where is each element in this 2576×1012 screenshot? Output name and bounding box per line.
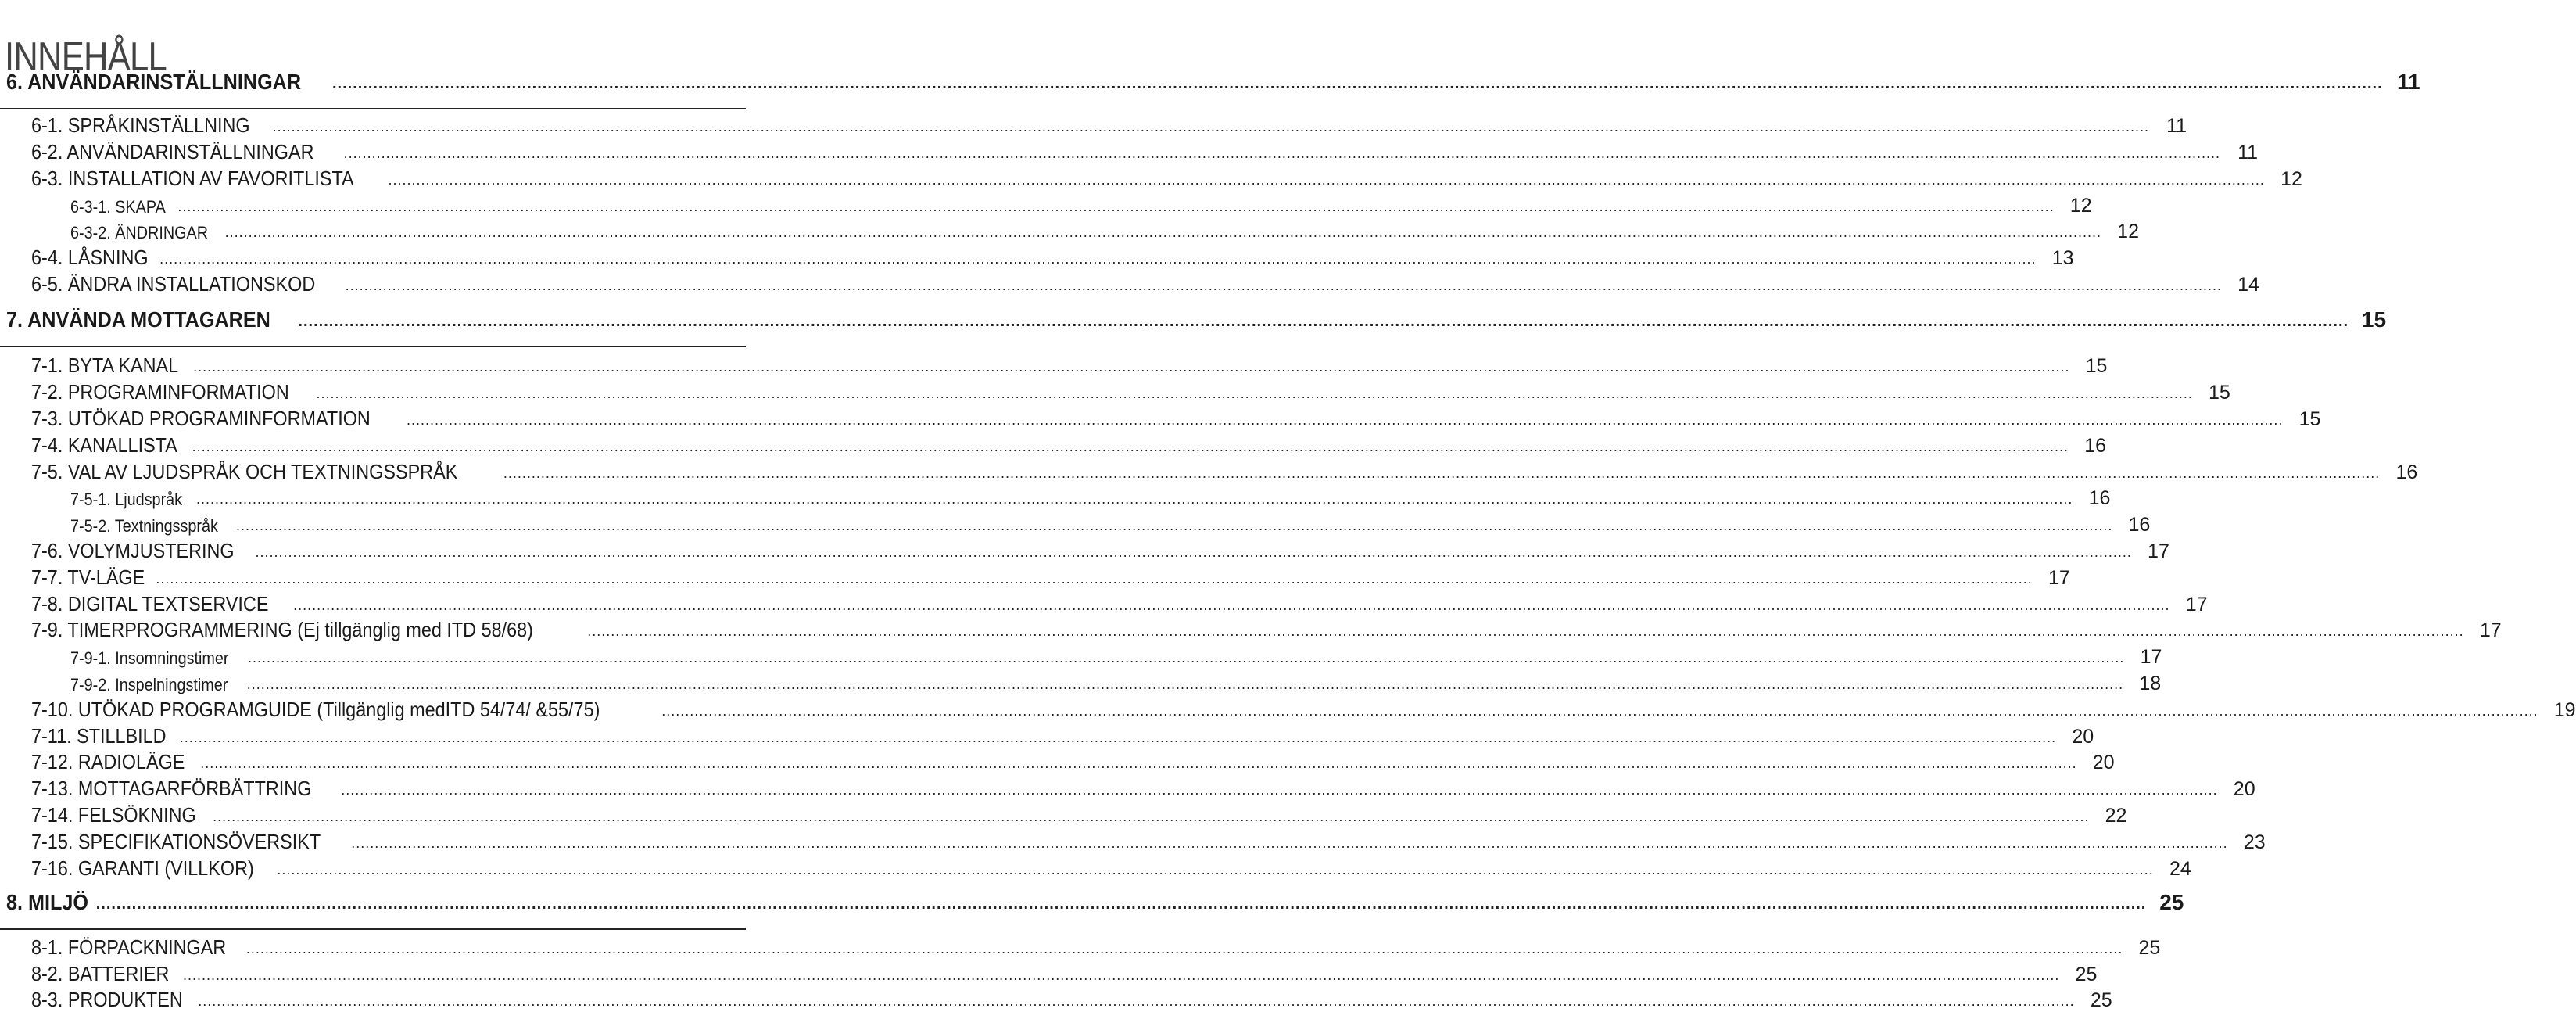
toc-leader-dots: ................................................................................................................................................................................................................................................................................................................................................................................................................ <box>503 465 2381 481</box>
toc-leader-dots: ................................................................................................................................................................................................................................................................................................................................................................................................................ <box>159 251 2037 267</box>
toc-page-number: 25 <box>2159 890 2184 914</box>
toc-entry[interactable] <box>31 802 2127 827</box>
toc-entry[interactable] <box>31 935 2161 960</box>
toc-entry[interactable] <box>70 644 2162 669</box>
toc-entry-label: 6-4. LÅSNING <box>31 246 149 269</box>
chapter-divider <box>0 346 746 347</box>
toc-entry-label: 7-11. STILLBILD <box>31 724 167 748</box>
toc-entry-label: 6-5. ÄNDRA INSTALLATIONSKOD <box>31 272 316 296</box>
toc-chapter-entry[interactable] <box>6 884 2184 915</box>
toc-leader-dots: ................................................................................................................................................................................................................................................................................................................................................................................................................ <box>193 359 2070 375</box>
toc-entry-label: 8-2. BATTERIER <box>31 962 170 985</box>
toc-leader-dots: ................................................................................................................................................................................................................................................................................................................................................................................................................ <box>388 172 2265 188</box>
toc-page-number: 14 <box>2237 274 2259 296</box>
chapter-divider <box>0 108 746 109</box>
toc-page-number: 16 <box>2128 514 2151 536</box>
toc-page-number: 17 <box>2048 567 2070 589</box>
toc-entry[interactable] <box>31 166 2302 191</box>
toc-entry-label: 7-4. KANALLISTA <box>31 433 177 457</box>
toc-page-number: 24 <box>2169 858 2191 880</box>
toc-entry-label: 7-5. VAL AV LJUDSPRÅK OCH TEXTNINGSSPRÅK <box>31 460 458 483</box>
toc-leader-dots: ................................................................................................................................................................................................................................................................................................................................................................................................................ <box>235 518 2113 533</box>
toc-page-number: 12 <box>2280 168 2302 190</box>
toc-leader-dots: ................................................................................................................................................................................................................................................................................................................................................................................................................ <box>277 862 2154 877</box>
toc-leader-dots: ................................................................................................................................................................................................................................................................................................................................................................................................................ <box>156 571 2033 587</box>
toc-entry[interactable] <box>70 670 2162 695</box>
toc-entry-label: 7-6. VOLYMJUSTERING <box>31 539 235 562</box>
toc-leader-dots: ................................................................................................................................................................................................................................................................................................................................................................................................................ <box>661 703 2538 719</box>
toc-entry-label: 7-2. PROGRAMINFORMATION <box>31 380 289 404</box>
toc-entry-label: 7. ANVÄNDA MOTTAGAREN <box>6 307 270 332</box>
toc-page-number: 22 <box>2105 805 2127 827</box>
toc-page-number: 11 <box>2237 142 2259 163</box>
toc-entry-label: 7-9. TIMERPROGRAMMERING (Ej tillgänglig med ITD 58/68) <box>31 618 533 641</box>
toc-page-number: 20 <box>2072 726 2094 748</box>
toc-page-number: 17 <box>2185 594 2208 615</box>
toc-leader-dots: ................................................................................................................................................................................................................................................................................................................................................................................................................ <box>343 145 2221 161</box>
toc-entry-label: 7-15. SPECIFIKATIONSÖVERSIKT <box>31 830 321 853</box>
toc-entry[interactable] <box>31 749 2115 774</box>
toc-entry-label: 6-3-2. ÄNDRINGAR <box>70 223 209 242</box>
toc-page-number: 19 <box>2553 699 2576 721</box>
toc-entry[interactable] <box>31 856 2191 881</box>
toc-entry-label: 7-7. TV-LÄGE <box>31 565 145 589</box>
toc-leader-dots: ................................................................................................................................................................................................................................................................................................................................................................................................................ <box>298 313 2349 330</box>
toc-leader-dots: ................................................................................................................................................................................................................................................................................................................................................................................................................ <box>255 544 2132 560</box>
toc-entry[interactable] <box>31 406 2321 431</box>
toc-page-number: 11 <box>2166 115 2187 137</box>
toc-leader-dots: ................................................................................................................................................................................................................................................................................................................................................................................................................ <box>95 895 2147 913</box>
toc-leader-dots: ................................................................................................................................................................................................................................................................................................................................................................................................................ <box>246 676 2124 692</box>
toc-page-number: 12 <box>2117 221 2139 242</box>
toc-entry[interactable] <box>31 353 2108 378</box>
toc-entry[interactable] <box>70 218 2139 243</box>
toc-page-number: 17 <box>2148 540 2169 562</box>
toc-leader-dots: ................................................................................................................................................................................................................................................................................................................................................................................................................ <box>341 782 2218 798</box>
toc-leader-dots: ................................................................................................................................................................................................................................................................................................................................................................................................................ <box>213 809 2090 824</box>
toc-leader-dots: ................................................................................................................................................................................................................................................................................................................................................................................................................ <box>331 75 2383 92</box>
toc-page-number: 25 <box>2138 937 2161 959</box>
toc-leader-dots: ................................................................................................................................................................................................................................................................................................................................................................................................................ <box>316 386 2193 401</box>
toc-entry[interactable] <box>70 511 2151 537</box>
toc-entry[interactable] <box>31 961 2098 986</box>
toc-entry-label: 7-8. DIGITAL TEXTSERVICE <box>31 592 269 615</box>
toc-entry-label: 8-1. FÖRPACKNINGAR <box>31 935 227 959</box>
chapter-divider <box>0 928 746 930</box>
toc-entry[interactable] <box>31 565 2070 590</box>
toc-entry-label: 7-5-1. Ljudspråk <box>70 490 183 509</box>
toc-entry-label: 7-1. BYTA KANAL <box>31 353 179 377</box>
toc-leader-dots: ................................................................................................................................................................................................................................................................................................................................................................................................................ <box>192 439 2069 454</box>
toc-leader-dots: ................................................................................................................................................................................................................................................................................................................................................................................................................ <box>272 119 2150 135</box>
toc-entry[interactable] <box>31 245 2074 270</box>
toc-entry-label: 7-12. RADIOLÄGE <box>31 750 185 773</box>
toc-page-number: 18 <box>2139 673 2162 694</box>
toc-leader-dots: ................................................................................................................................................................................................................................................................................................................................................................................................................ <box>247 650 2125 666</box>
toc-entry[interactable] <box>31 617 2502 642</box>
toc-entry-label: 7-9-2. Inspelningstimer <box>70 675 228 694</box>
toc-page-number: 15 <box>2209 382 2230 404</box>
toc-entry-label: 7-13. MOTTAGARFÖRBÄTTRING <box>31 777 312 800</box>
toc-entry-label: 6-3. INSTALLATION AV FAVORITLISTA <box>31 167 354 190</box>
toc-entry[interactable] <box>70 192 2092 217</box>
toc-entry[interactable] <box>31 538 2169 563</box>
toc-page-number: 15 <box>2298 408 2321 430</box>
toc-page-number: 25 <box>2090 989 2112 1011</box>
toc-page-number: 15 <box>2085 355 2108 377</box>
toc-leader-dots: ................................................................................................................................................................................................................................................................................................................................................................................................................ <box>224 224 2101 240</box>
toc-page-number: 17 <box>2479 619 2502 641</box>
toc-page-number: 12 <box>2069 195 2092 217</box>
toc-chapter-entry[interactable] <box>6 301 2387 332</box>
toc-entry[interactable] <box>31 697 2576 722</box>
toc-entry-label: 7-16. GARANTI (VILLKOR) <box>31 856 254 880</box>
toc-page-number: 20 <box>2092 752 2115 773</box>
toc-page-number: 20 <box>2233 778 2255 800</box>
toc-leader-dots: ................................................................................................................................................................................................................................................................................................................................................................................................................ <box>195 491 2073 507</box>
toc-entry[interactable] <box>31 139 2259 164</box>
toc-leader-dots: ................................................................................................................................................................................................................................................................................................................................................................................................................ <box>407 412 2284 428</box>
toc-entry[interactable] <box>31 271 2259 296</box>
toc-entry[interactable] <box>31 776 2255 801</box>
toc-entry-label: 7-3. UTÖKAD PROGRAMINFORMATION <box>31 407 371 430</box>
toc-entry[interactable] <box>31 379 2230 404</box>
toc-page-number: 17 <box>2140 646 2162 668</box>
toc-page-number: 15 <box>2361 307 2387 332</box>
toc-leader-dots: ................................................................................................................................................................................................................................................................................................................................................................................................................ <box>179 730 2057 745</box>
toc-entry-label: 6-3-1. SKAPA <box>70 197 166 217</box>
toc-leader-dots: ................................................................................................................................................................................................................................................................................................................................................................................................................ <box>245 941 2123 956</box>
toc-leader-dots: ................................................................................................................................................................................................................................................................................................................................................................................................................ <box>351 835 2228 851</box>
toc-page-number: 11 <box>2397 70 2420 94</box>
toc-page-number: 13 <box>2051 247 2074 269</box>
toc-entry-label: 8-3. PRODUKTEN <box>31 988 183 1011</box>
toc-entry-label: 6-1. SPRÅKINSTÄLLNING <box>31 113 250 137</box>
page-title: INNEHÅLL <box>5 34 167 80</box>
toc-entry-label: 8. MILJÖ <box>6 890 89 914</box>
toc-entry-label: 7-5-2. Textningsspråk <box>70 516 218 536</box>
toc-chapter-entry[interactable] <box>6 63 2420 95</box>
toc-page-number: 23 <box>2243 831 2266 853</box>
toc-entry[interactable] <box>31 723 2094 748</box>
toc-leader-dots: ................................................................................................................................................................................................................................................................................................................................................................................................................ <box>200 755 2077 771</box>
toc-page-number: 16 <box>2084 435 2106 457</box>
toc-leader-dots: ................................................................................................................................................................................................................................................................................................................................................................................................................ <box>177 199 2055 214</box>
toc-entry[interactable] <box>31 591 2208 616</box>
toc-leader-dots: ................................................................................................................................................................................................................................................................................................................................................................................................................ <box>293 598 2170 613</box>
toc-leader-dots: ................................................................................................................................................................................................................................................................................................................................................................................................................ <box>345 278 2222 293</box>
toc-entry-label: 6-2. ANVÄNDARINSTÄLLNINGAR <box>31 140 314 163</box>
toc-leader-dots: ................................................................................................................................................................................................................................................................................................................................................................................................................ <box>198 993 2075 1009</box>
toc-entry-label: 7-10. UTÖKAD PROGRAMGUIDE (Tillgänglig medITD 54/74/ &55/75) <box>31 698 600 721</box>
toc-entry[interactable] <box>31 829 2266 854</box>
toc-entry[interactable] <box>31 459 2418 484</box>
toc-entry[interactable] <box>70 485 2111 510</box>
toc-page-number: 25 <box>2075 964 2098 985</box>
toc-entry[interactable] <box>31 432 2106 458</box>
toc-page-number: 16 <box>2088 487 2111 509</box>
toc-entry-label: 7-9-1. Insomningstimer <box>70 648 229 668</box>
toc-leader-dots: ................................................................................................................................................................................................................................................................................................................................................................................................................ <box>587 623 2464 639</box>
toc-entry[interactable] <box>31 987 2112 1012</box>
toc-entry-label: 6. ANVÄNDARINSTÄLLNINGAR <box>6 70 302 94</box>
toc-entry-label: 7-14. FELSÖKNING <box>31 803 196 827</box>
toc-page-number: 16 <box>2395 461 2418 483</box>
toc-leader-dots: ................................................................................................................................................................................................................................................................................................................................................................................................................ <box>183 967 2060 983</box>
toc-entry[interactable] <box>31 113 2187 138</box>
